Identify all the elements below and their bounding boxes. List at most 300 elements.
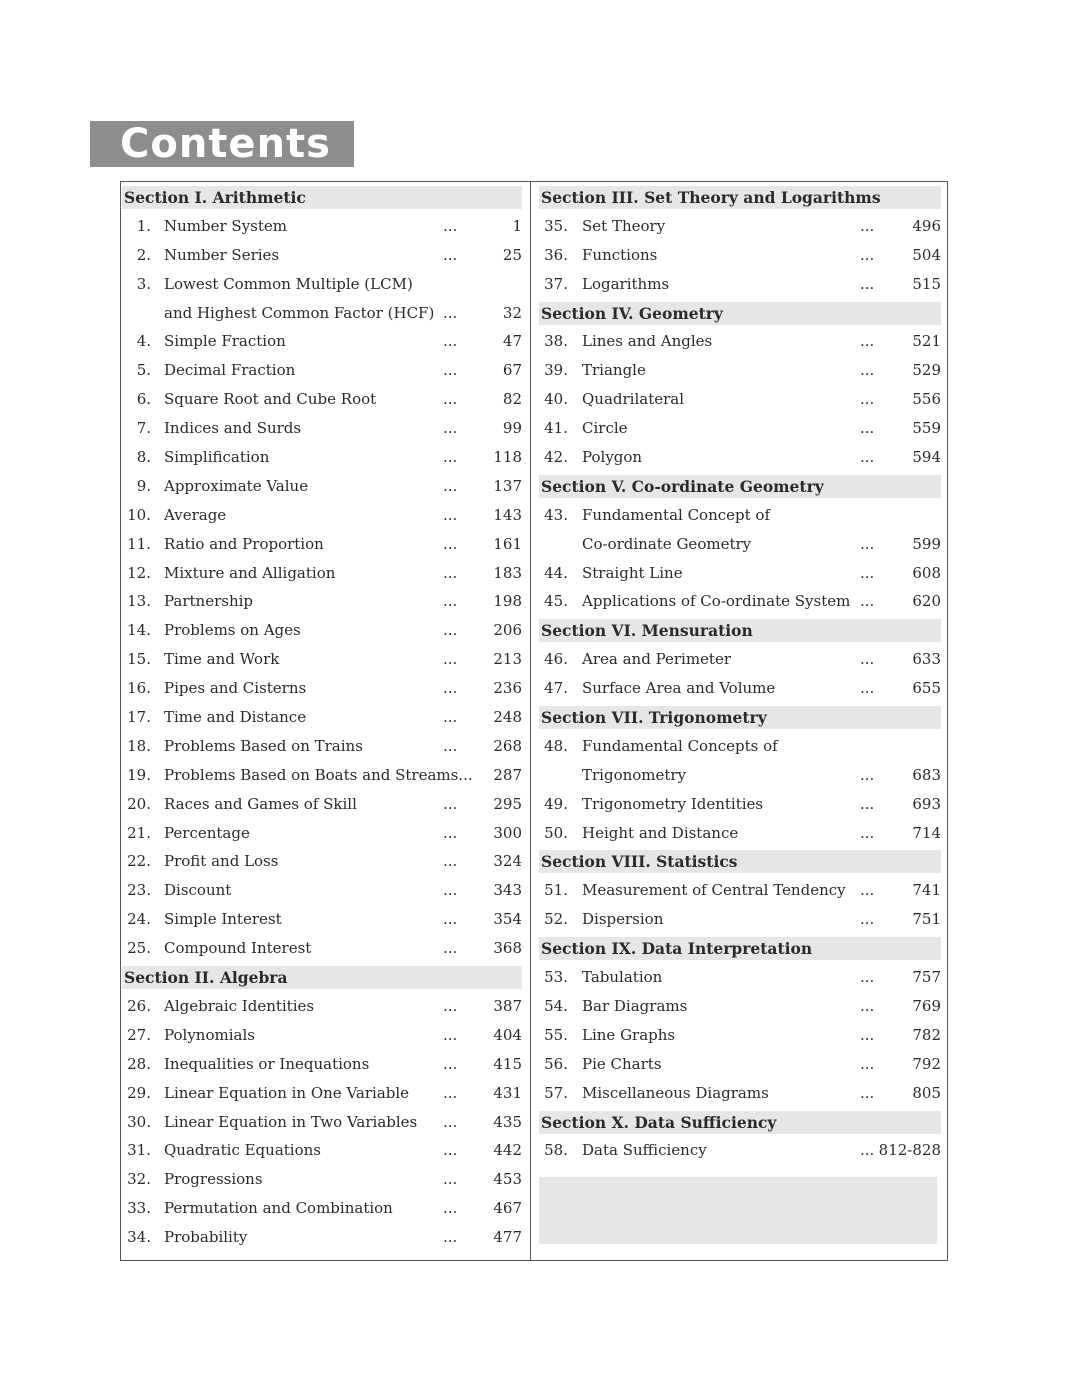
entry-leader-dots: ... bbox=[860, 1025, 875, 1044]
entry-leader-dots: ... bbox=[860, 794, 875, 813]
entry-number: 46. bbox=[544, 650, 568, 669]
entry-page-number: 404 bbox=[493, 1025, 522, 1044]
entry-title: Surface Area and Volume bbox=[582, 679, 776, 698]
toc-entry[interactable] bbox=[539, 963, 941, 992]
entry-page-number: 161 bbox=[493, 534, 522, 553]
entry-number: 37. bbox=[544, 274, 568, 293]
entry-page-number: 300 bbox=[493, 823, 522, 842]
entry-leader-dots: ... bbox=[443, 448, 458, 467]
entry-title: Functions bbox=[582, 245, 658, 264]
entry-page-number: 324 bbox=[493, 852, 522, 871]
entry-leader-dots: ... bbox=[443, 794, 458, 813]
toc-entry[interactable] bbox=[122, 241, 522, 270]
entry-page-number: 354 bbox=[493, 910, 522, 929]
toc-entry[interactable] bbox=[539, 501, 941, 530]
entry-page-number: 453 bbox=[493, 1170, 522, 1189]
entry-title: Fundamental Concepts of bbox=[582, 736, 778, 755]
toc-entry[interactable] bbox=[122, 992, 522, 1021]
entry-number: 48. bbox=[544, 736, 568, 755]
entry-leader-dots: ... bbox=[860, 216, 875, 235]
entry-title: Problems Based on Trains bbox=[164, 736, 363, 755]
entry-number: 40. bbox=[544, 390, 568, 409]
entry-title: Trigonometry bbox=[582, 765, 687, 784]
entry-page-number: 213 bbox=[493, 650, 522, 669]
entry-number: 3. bbox=[136, 274, 151, 293]
column-divider bbox=[530, 181, 531, 1261]
entry-number: 39. bbox=[544, 361, 568, 380]
entry-number: 29. bbox=[127, 1083, 151, 1102]
entry-leader-dots: ... bbox=[860, 910, 875, 929]
entry-title: Number System bbox=[164, 216, 288, 235]
entry-page-number: 521 bbox=[912, 332, 941, 351]
entry-number: 43. bbox=[544, 505, 568, 524]
section-heading bbox=[539, 1111, 941, 1134]
right-column bbox=[539, 183, 941, 1165]
entry-leader-dots: ... bbox=[443, 1228, 458, 1247]
entry-number: 1. bbox=[136, 216, 151, 235]
entry-page-number: 496 bbox=[912, 216, 941, 235]
entry-page-number: 757 bbox=[912, 968, 941, 987]
entry-number: 33. bbox=[127, 1199, 151, 1218]
entry-title: Area and Perimeter bbox=[582, 650, 732, 669]
toc-entry[interactable] bbox=[539, 530, 941, 559]
entry-leader-dots: ... bbox=[443, 1199, 458, 1218]
toc-entry[interactable] bbox=[122, 1021, 522, 1050]
section-label: Section VIII. Statistics bbox=[541, 852, 738, 872]
entry-leader-dots: ... bbox=[860, 361, 875, 380]
entry-number: 12. bbox=[127, 563, 151, 582]
entry-number: 17. bbox=[127, 708, 151, 727]
entry-leader-dots: ... bbox=[443, 534, 458, 553]
entry-page-number: 751 bbox=[912, 910, 941, 929]
toc-entry[interactable] bbox=[539, 992, 941, 1021]
entry-leader-dots: ... bbox=[443, 1054, 458, 1073]
entry-leader-dots: ... bbox=[860, 996, 875, 1015]
entry-page-number: 1 bbox=[512, 216, 522, 235]
toc-entry[interactable] bbox=[122, 530, 522, 559]
toc-entry[interactable] bbox=[122, 1079, 522, 1108]
entry-leader-dots: ... bbox=[860, 650, 875, 669]
toc-entry[interactable] bbox=[539, 790, 941, 819]
entry-number: 28. bbox=[127, 1054, 151, 1073]
entry-title: Pie Charts bbox=[582, 1054, 662, 1073]
entry-title: Decimal Fraction bbox=[164, 361, 296, 380]
entry-leader-dots: ... bbox=[860, 765, 875, 784]
entry-leader-dots: ... bbox=[860, 390, 875, 409]
entry-number: 47. bbox=[544, 679, 568, 698]
toc-entry[interactable] bbox=[122, 414, 522, 443]
entry-leader-dots: ... bbox=[443, 390, 458, 409]
toc-entry[interactable] bbox=[539, 1050, 941, 1079]
entry-page-number: 805 bbox=[912, 1083, 941, 1102]
entry-title: Quadrilateral bbox=[582, 390, 685, 409]
entry-leader-dots: ... bbox=[443, 1170, 458, 1189]
entry-number: 14. bbox=[127, 621, 151, 640]
entry-number: 54. bbox=[544, 996, 568, 1015]
entry-leader-dots: ... bbox=[443, 939, 458, 958]
toc-entry[interactable] bbox=[122, 645, 522, 674]
entry-leader-dots: ... bbox=[443, 650, 458, 669]
toc-entry[interactable] bbox=[539, 1021, 941, 1050]
section-label: Section V. Co-ordinate Geometry bbox=[541, 476, 824, 496]
entry-number: 11. bbox=[127, 534, 151, 553]
entry-number: 23. bbox=[127, 881, 151, 900]
entry-number: 18. bbox=[127, 736, 151, 755]
section-heading bbox=[539, 302, 941, 325]
entry-number: 56. bbox=[544, 1054, 568, 1073]
toc-entry[interactable] bbox=[539, 559, 941, 588]
entry-leader-dots: ... bbox=[443, 852, 458, 871]
entry-page-number: 559 bbox=[912, 419, 941, 438]
entry-leader-dots: ... bbox=[860, 534, 875, 553]
entry-title: Applications of Co-ordinate System bbox=[582, 592, 851, 611]
entry-number: 20. bbox=[127, 794, 151, 813]
entry-page-number: 693 bbox=[912, 794, 941, 813]
entry-title: Line Graphs bbox=[582, 1025, 676, 1044]
section-heading bbox=[539, 475, 941, 498]
entry-page-number: 206 bbox=[493, 621, 522, 640]
section-heading bbox=[122, 186, 522, 209]
toc-entry[interactable] bbox=[122, 616, 522, 645]
toc-entry[interactable] bbox=[539, 356, 941, 385]
entry-page-number: 99 bbox=[502, 419, 522, 438]
section-heading bbox=[122, 966, 522, 989]
entry-title: Probability bbox=[164, 1228, 248, 1247]
toc-entry[interactable] bbox=[122, 732, 522, 761]
entry-leader-dots: ... bbox=[860, 679, 875, 698]
entry-title: Fundamental Concept of bbox=[582, 505, 770, 524]
entry-page-number: 633 bbox=[912, 650, 941, 669]
entry-page-number: 82 bbox=[502, 390, 522, 409]
entry-page-number: 529 bbox=[912, 361, 941, 380]
toc-entry[interactable] bbox=[122, 819, 522, 848]
entry-title: Straight Line bbox=[582, 563, 683, 582]
toc-entry[interactable] bbox=[539, 587, 941, 616]
entry-title: Lowest Common Multiple (LCM) bbox=[164, 274, 413, 293]
entry-page-number: 268 bbox=[493, 736, 522, 755]
entry-number: 19. bbox=[127, 765, 151, 784]
toc-entry[interactable] bbox=[122, 299, 522, 328]
entry-title: Discount bbox=[164, 881, 232, 900]
entry-title: Simplification bbox=[164, 448, 270, 467]
entry-number: 55. bbox=[544, 1025, 568, 1044]
toc-entry[interactable] bbox=[122, 356, 522, 385]
entry-page-number: 32 bbox=[502, 303, 522, 322]
entry-number: 6. bbox=[136, 390, 151, 409]
entry-title: Measurement of Central Tendency bbox=[582, 881, 846, 900]
toc-entry[interactable] bbox=[539, 241, 941, 270]
entry-leader-dots: ... bbox=[443, 679, 458, 698]
entry-number: 22. bbox=[127, 852, 151, 871]
entry-title: Set Theory bbox=[582, 216, 666, 235]
entry-leader-dots: ... bbox=[443, 563, 458, 582]
entry-page-number: 714 bbox=[912, 823, 941, 842]
toc-entry[interactable] bbox=[122, 559, 522, 588]
entry-page-number: 343 bbox=[493, 881, 522, 900]
entry-leader-dots: ... bbox=[860, 823, 875, 842]
entry-number: 35. bbox=[544, 216, 568, 235]
toc-entry[interactable] bbox=[122, 1194, 522, 1223]
toc-entry[interactable] bbox=[539, 212, 941, 241]
section-label: Section III. Set Theory and Logarithms bbox=[541, 188, 881, 207]
entry-number: 34. bbox=[127, 1228, 151, 1247]
entry-leader-dots: ... bbox=[443, 708, 458, 727]
toc-entry[interactable] bbox=[122, 703, 522, 732]
entry-number: 27. bbox=[127, 1025, 151, 1044]
entry-title: Co-ordinate Geometry bbox=[582, 534, 752, 553]
toc-entry[interactable] bbox=[122, 327, 522, 356]
entry-title: Progressions bbox=[164, 1170, 263, 1189]
entry-leader-dots: ... bbox=[860, 563, 875, 582]
toc-entry[interactable] bbox=[539, 385, 941, 414]
entry-leader-dots: ... bbox=[443, 1083, 458, 1102]
entry-leader-dots: ... bbox=[860, 245, 875, 264]
section-label: Section VI. Mensuration bbox=[541, 621, 753, 641]
entry-page-number: 143 bbox=[493, 505, 522, 524]
entry-leader-dots: ... bbox=[443, 216, 458, 235]
entry-number: 2. bbox=[136, 245, 151, 264]
entry-page-number: 415 bbox=[493, 1054, 522, 1073]
entry-title: Linear Equation in One Variable bbox=[164, 1083, 410, 1102]
entry-page-number: 655 bbox=[912, 679, 941, 698]
toc-entry[interactable] bbox=[539, 414, 941, 443]
entry-number: 44. bbox=[544, 563, 568, 582]
toc-entry[interactable] bbox=[539, 819, 941, 848]
section-heading bbox=[539, 186, 941, 209]
section-label: Section VII. Trigonometry bbox=[541, 708, 767, 728]
entry-page-number: 431 bbox=[493, 1083, 522, 1102]
entry-title: Percentage bbox=[164, 823, 250, 842]
entry-title: Ratio and Proportion bbox=[164, 534, 324, 553]
toc-entry[interactable] bbox=[539, 270, 941, 299]
entry-number: 4. bbox=[136, 332, 151, 351]
entry-title: Linear Equation in Two Variables bbox=[164, 1112, 418, 1131]
entry-number: 50. bbox=[544, 823, 568, 842]
toc-entry[interactable] bbox=[122, 385, 522, 414]
page-title: Contents bbox=[90, 121, 354, 167]
toc-entry[interactable] bbox=[539, 1079, 941, 1108]
entry-page-number: 769 bbox=[912, 996, 941, 1015]
toc-entry[interactable] bbox=[122, 1136, 522, 1165]
entry-number: 26. bbox=[127, 996, 151, 1015]
toc-entry[interactable] bbox=[122, 443, 522, 472]
entry-leader-dots: ... bbox=[860, 592, 875, 611]
entry-title: Races and Games of Skill bbox=[164, 794, 357, 813]
toc-entry[interactable] bbox=[539, 732, 941, 761]
section-label: Section X. Data Sufficiency bbox=[541, 1112, 777, 1132]
entry-title: Algebraic Identities bbox=[164, 996, 315, 1015]
entry-title: Simple Fraction bbox=[164, 332, 286, 351]
entry-page-number: 442 bbox=[493, 1141, 522, 1160]
entry-leader-dots: ... bbox=[860, 1054, 875, 1073]
entry-leader-dots: ... bbox=[860, 332, 875, 351]
entry-number: 10. bbox=[127, 505, 151, 524]
entry-title: Mixture and Alligation bbox=[164, 563, 336, 582]
toc-entry[interactable] bbox=[122, 876, 522, 905]
toc-entry[interactable] bbox=[122, 790, 522, 819]
entry-leader-dots: ... bbox=[860, 274, 875, 293]
entry-number: 45. bbox=[544, 592, 568, 611]
entry-page-number: 556 bbox=[912, 390, 941, 409]
entry-title: Logarithms bbox=[582, 274, 670, 293]
entry-number: 58. bbox=[544, 1141, 568, 1160]
entry-title: Pipes and Cisterns bbox=[164, 679, 307, 698]
section-label: Section I. Arithmetic bbox=[124, 188, 306, 207]
entry-page-number: 683 bbox=[912, 765, 941, 784]
entry-number: 52. bbox=[544, 910, 568, 929]
entry-leader-dots: ... bbox=[443, 592, 458, 611]
section-label: Section II. Algebra bbox=[124, 968, 288, 988]
entry-leader-dots: ... bbox=[443, 332, 458, 351]
entry-leader-dots: ... bbox=[443, 621, 458, 640]
entry-title: Problems Based on Boats and Streams... bbox=[164, 765, 473, 784]
entry-title: Compound Interest bbox=[164, 939, 312, 958]
entry-number: 16. bbox=[127, 679, 151, 698]
toc-entry[interactable] bbox=[122, 674, 522, 703]
toc-entry[interactable] bbox=[122, 905, 522, 934]
entry-number: 21. bbox=[127, 823, 151, 842]
entry-number: 57. bbox=[544, 1083, 568, 1102]
blank-panel bbox=[539, 1177, 937, 1244]
entry-number: 15. bbox=[127, 650, 151, 669]
entry-leader-dots: ... bbox=[443, 1141, 458, 1160]
entry-leader-dots: ... bbox=[443, 881, 458, 900]
entry-page-number: 515 bbox=[912, 274, 941, 293]
entry-number: 7. bbox=[136, 419, 151, 438]
entry-page-number: 25 bbox=[502, 245, 522, 264]
entry-number: 32. bbox=[127, 1170, 151, 1189]
entry-number: 24. bbox=[127, 910, 151, 929]
entry-number: 5. bbox=[136, 361, 151, 380]
toc-entry[interactable] bbox=[122, 472, 522, 501]
toc-entry[interactable] bbox=[539, 327, 941, 356]
entry-number: 38. bbox=[544, 332, 568, 351]
entry-leader-dots: ... bbox=[443, 303, 458, 322]
entry-number: 42. bbox=[544, 448, 568, 467]
toc-entry[interactable] bbox=[122, 501, 522, 530]
entry-title: Square Root and Cube Root bbox=[164, 390, 377, 409]
toc-entry[interactable] bbox=[122, 847, 522, 876]
entry-number: 41. bbox=[544, 419, 568, 438]
section-label: Section IX. Data Interpretation bbox=[541, 939, 813, 959]
entry-number: 31. bbox=[127, 1141, 151, 1160]
entry-title: Number Series bbox=[164, 245, 280, 264]
toc-entry[interactable] bbox=[539, 905, 941, 934]
entry-leader-dots: ... bbox=[443, 736, 458, 755]
toc-entry[interactable] bbox=[122, 1223, 522, 1252]
entry-leader-dots: ... bbox=[860, 1083, 875, 1102]
entry-leader-dots: ... bbox=[860, 968, 875, 987]
entry-page-number: 608 bbox=[912, 563, 941, 582]
entry-leader-dots: ... bbox=[443, 910, 458, 929]
toc-entry[interactable] bbox=[539, 876, 941, 905]
entry-page-number: 387 bbox=[493, 996, 522, 1015]
entry-leader-dots: ... bbox=[443, 996, 458, 1015]
entry-title: Triangle bbox=[582, 361, 646, 380]
toc-entry[interactable] bbox=[122, 1108, 522, 1137]
entry-leader-dots: ... bbox=[860, 881, 875, 900]
section-heading bbox=[539, 937, 941, 960]
entry-title: Time and Distance bbox=[164, 708, 307, 727]
entry-leader-dots: ... bbox=[443, 1025, 458, 1044]
section-heading bbox=[539, 850, 941, 873]
entry-leader-dots: ... bbox=[860, 419, 875, 438]
entry-number: 51. bbox=[544, 881, 568, 900]
entry-title: Approximate Value bbox=[164, 476, 309, 495]
entry-number: 53. bbox=[544, 968, 568, 987]
toc-entry[interactable] bbox=[539, 645, 941, 674]
entry-page-number: 368 bbox=[493, 939, 522, 958]
entry-title: Permutation and Combination bbox=[164, 1199, 393, 1218]
entry-page-number: 812-828 bbox=[878, 1141, 941, 1160]
toc-entry[interactable] bbox=[539, 761, 941, 790]
entry-title: Profit and Loss bbox=[164, 852, 279, 871]
entry-title: Average bbox=[164, 505, 227, 524]
entry-page-number: 792 bbox=[912, 1054, 941, 1073]
entry-page-number: 198 bbox=[493, 592, 522, 611]
entry-title: Miscellaneous Diagrams bbox=[582, 1083, 769, 1102]
toc-entry[interactable] bbox=[539, 674, 941, 703]
entry-title: Tabulation bbox=[582, 968, 663, 987]
entry-page-number: 236 bbox=[493, 679, 522, 698]
entry-title: Dispersion bbox=[582, 910, 664, 929]
entry-title: Partnership bbox=[164, 592, 254, 611]
entry-title: Indices and Surds bbox=[164, 419, 302, 438]
toc-entry[interactable] bbox=[122, 1165, 522, 1194]
section-heading bbox=[539, 706, 941, 729]
entry-page-number: 594 bbox=[912, 448, 941, 467]
entry-page-number: 137 bbox=[493, 476, 522, 495]
toc-entry[interactable] bbox=[122, 212, 522, 241]
entry-title: Polygon bbox=[582, 448, 643, 467]
entry-page-number: 467 bbox=[493, 1199, 522, 1218]
toc-entry[interactable] bbox=[539, 443, 941, 472]
entry-page-number: 183 bbox=[493, 563, 522, 582]
entry-page-number: 504 bbox=[912, 245, 941, 264]
entry-leader-dots: ... bbox=[443, 361, 458, 380]
toc-entry[interactable] bbox=[539, 1136, 941, 1165]
entry-leader-dots: ... bbox=[443, 505, 458, 524]
entry-title: Bar Diagrams bbox=[582, 996, 688, 1015]
entry-page-number: 741 bbox=[912, 881, 941, 900]
entry-leader-dots: ... bbox=[860, 1141, 875, 1160]
entry-leader-dots: ... bbox=[443, 823, 458, 842]
entry-title: Polynomials bbox=[164, 1025, 255, 1044]
toc-entry[interactable] bbox=[122, 587, 522, 616]
entry-page-number: 248 bbox=[493, 708, 522, 727]
entry-number: 8. bbox=[136, 448, 151, 467]
entry-number: 13. bbox=[127, 592, 151, 611]
toc-entry[interactable] bbox=[122, 934, 522, 963]
entry-title: and Highest Common Factor (HCF) bbox=[164, 303, 435, 322]
entry-number: 9. bbox=[136, 476, 151, 495]
entry-leader-dots: ... bbox=[860, 448, 875, 467]
left-column bbox=[122, 183, 522, 1252]
entry-page-number: 287 bbox=[493, 765, 522, 784]
entry-number: 25. bbox=[127, 939, 151, 958]
toc-entry[interactable] bbox=[122, 761, 522, 790]
entry-number: 36. bbox=[544, 245, 568, 264]
toc-entry[interactable] bbox=[122, 1050, 522, 1079]
toc-entry[interactable] bbox=[122, 270, 522, 299]
entry-number: 49. bbox=[544, 794, 568, 813]
entry-title: Simple Interest bbox=[164, 910, 282, 929]
entry-title: Time and Work bbox=[164, 650, 280, 669]
entry-page-number: 295 bbox=[493, 794, 522, 813]
entry-page-number: 620 bbox=[912, 592, 941, 611]
entry-page-number: 477 bbox=[493, 1228, 522, 1247]
entry-page-number: 435 bbox=[493, 1112, 522, 1131]
